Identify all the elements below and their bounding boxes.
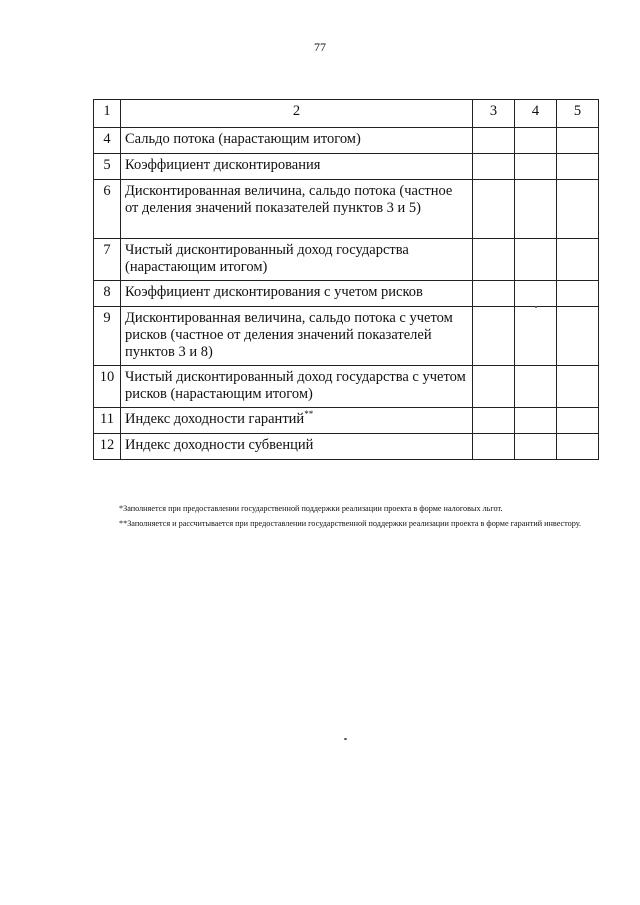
table-row	[94, 154, 599, 180]
row-number: 5	[94, 154, 121, 180]
value-cell-col5	[557, 307, 599, 366]
row-indicator-text	[121, 281, 473, 307]
row-indicator-text	[121, 154, 473, 180]
row-text: Сальдо потока (нарастающим итогом)	[125, 131, 361, 147]
value-cell-col3	[473, 434, 515, 460]
value-cell-col5	[557, 281, 599, 307]
row-indicator-text	[121, 128, 473, 154]
value-cell-col5	[557, 434, 599, 460]
footnotes	[113, 503, 599, 532]
table-header-row	[94, 100, 599, 128]
value-cell-col3	[473, 366, 515, 408]
row-indicator-text	[121, 434, 473, 460]
value-cell-col3	[473, 408, 515, 434]
header-cell-2: 2	[121, 100, 473, 128]
value-cell-col4	[515, 180, 557, 239]
table-row	[94, 307, 599, 366]
value-cell-col4	[515, 128, 557, 154]
footnote-2: **Заполняется и рассчитывается при предоставлении государственной поддержки реализации проекта в форме гарантий инвестору.	[119, 518, 582, 528]
row-indicator-text	[121, 307, 473, 366]
header-cell-1: 1	[94, 100, 121, 128]
row-text: Дисконтированная величина, сальдо потока с учетом рисков (частное от деления значений показателей пунктов 3 и 8)	[125, 310, 453, 360]
row-number: 6	[94, 180, 121, 239]
value-cell-col4	[515, 366, 557, 408]
scan-speck	[535, 306, 537, 308]
row-indicator-text	[121, 239, 473, 281]
row-number: 7	[94, 239, 121, 281]
row-text: Чистый дисконтированный доход государства с учетом рисков (нарастающим итогом)	[125, 369, 466, 402]
table-row	[94, 239, 599, 281]
value-cell-col3	[473, 128, 515, 154]
value-cell-col5	[557, 180, 599, 239]
row-number: 8	[94, 281, 121, 307]
row-text: Коэффициент дисконтирования	[125, 157, 321, 173]
table-row	[94, 366, 599, 408]
table-row	[94, 434, 599, 460]
row-indicator-text	[121, 408, 473, 434]
row-number: 12	[94, 434, 121, 460]
footnote-1: *Заполняется при предоставлении государственной поддержки реализации проекта в форме налоговых льгот.	[119, 504, 503, 513]
row-text: Индекс доходности субвенций	[125, 437, 314, 453]
value-cell-col5	[557, 366, 599, 408]
row-indicator-text	[121, 180, 473, 239]
page-number: 77	[314, 40, 326, 54]
value-cell-col4	[515, 154, 557, 180]
footnote-marker: **	[304, 409, 314, 420]
value-cell-col3	[473, 281, 515, 307]
indicators-table	[93, 99, 599, 460]
header-cell-4: 4	[515, 100, 557, 128]
value-cell-col4	[515, 239, 557, 281]
scan-speck	[344, 738, 347, 740]
header-cell-5: 5	[557, 100, 599, 128]
value-cell-col4	[515, 307, 557, 366]
value-cell-col3	[473, 180, 515, 239]
value-cell-col3	[473, 239, 515, 281]
row-number: 9	[94, 307, 121, 366]
row-text: Индекс доходности гарантий	[125, 411, 305, 427]
value-cell-col5	[557, 154, 599, 180]
table-body	[94, 128, 599, 460]
value-cell-col3	[473, 307, 515, 366]
row-indicator-text	[121, 366, 473, 408]
value-cell-col5	[557, 408, 599, 434]
table-row	[94, 408, 599, 434]
value-cell-col4	[515, 281, 557, 307]
row-number: 10	[94, 366, 121, 408]
row-text: Чистый дисконтированный доход государства (нарастающим итогом)	[125, 242, 409, 275]
row-number: 4	[94, 128, 121, 154]
header-cell-3: 3	[473, 100, 515, 128]
row-text: Коэффициент дисконтирования с учетом рисков	[125, 284, 423, 300]
table-row	[94, 128, 599, 154]
value-cell-col3	[473, 154, 515, 180]
table-row	[94, 281, 599, 307]
table-row	[94, 180, 599, 239]
value-cell-col5	[557, 239, 599, 281]
value-cell-col4	[515, 434, 557, 460]
value-cell-col4	[515, 408, 557, 434]
row-number: 11	[94, 408, 121, 434]
value-cell-col5	[557, 128, 599, 154]
row-text: Дисконтированная величина, сальдо потока (частное от деления значений показателей пунктов 3 и 5)	[125, 183, 453, 216]
